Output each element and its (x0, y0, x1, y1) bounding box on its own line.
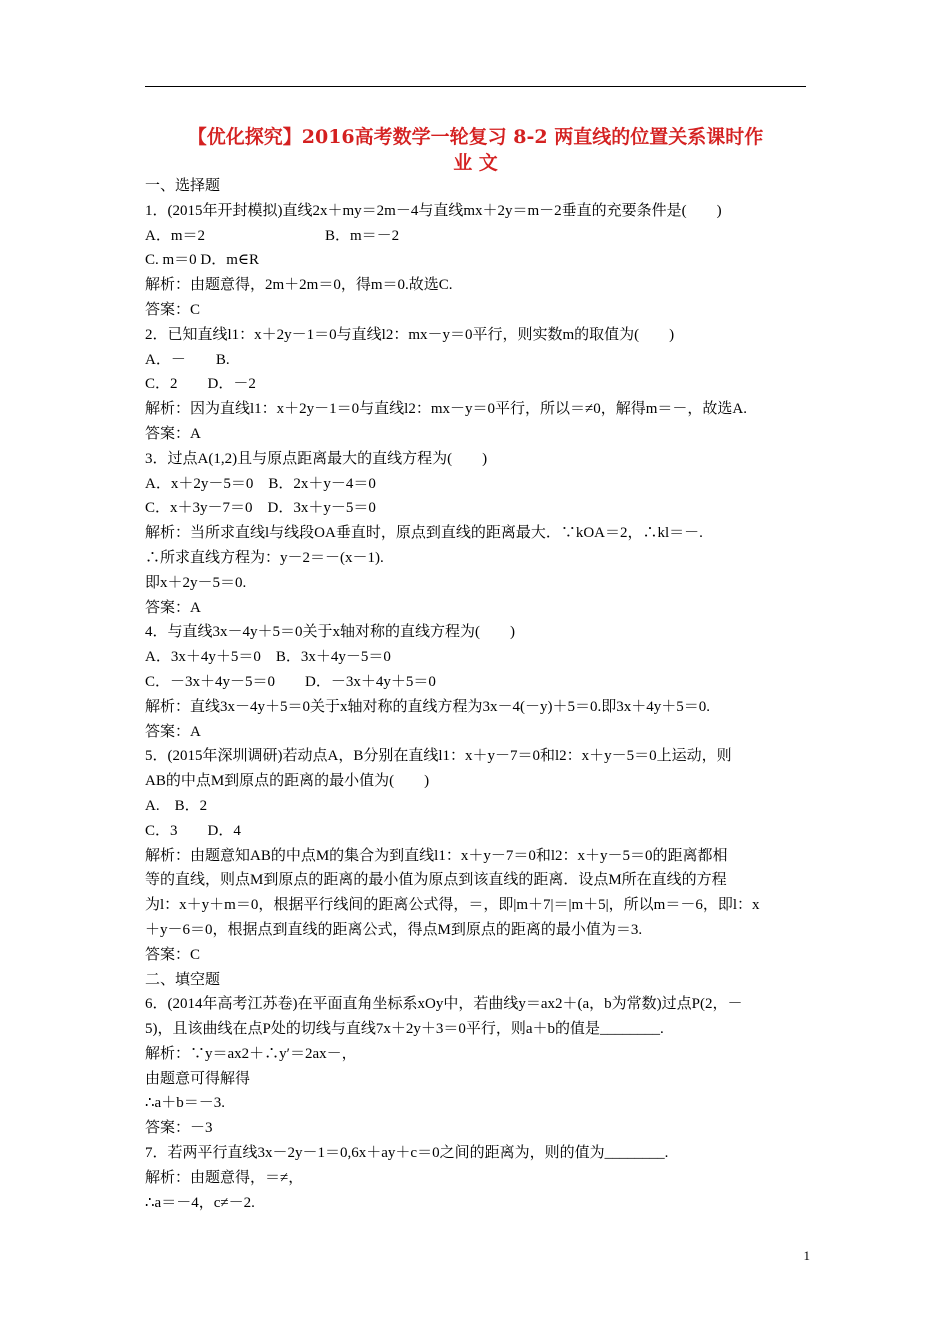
text-line: ＋y－6＝0，根据点到直线的距离公式，得点M到原点的距离的最小值为＝3. (145, 921, 643, 938)
document-title (145, 124, 806, 176)
text-line: 等的直线，则点M到原点的距离的最小值为原点到该直线的距离．设点M所在直线的方程 (145, 872, 727, 889)
text-line: 解析：当所求直线l与线段OA垂直时，原点到直线的距离最大．∵kOA＝2，∴kl＝－. (145, 525, 703, 542)
text-line: 答案：A (145, 723, 201, 740)
text-line: 答案：C (145, 301, 201, 318)
text-line: AB的中点M到原点的距离的最小值为( ) (145, 773, 430, 790)
text-line: 5)，且该曲线在点P处的切线与直线7x＋2y＋3＝0平行，则a＋b的值是________. (145, 1021, 664, 1038)
text-line: 4．与直线3x－4y＋5＝0关于x轴对称的直线方程为( ) (145, 624, 515, 641)
text-line: 解析：由题意知AB的中点M的集合为到直线l1：x＋y－7＝0和l2：x＋y－5＝0的距离都相 (145, 847, 728, 864)
text-line: 5．(2015年深圳调研)若动点A，B分别在直线l1：x＋y－7＝0和l2：x＋y－5＝0上运动，则 (145, 748, 732, 765)
text-line: 答案：C (145, 946, 201, 963)
text-line: C．x＋3y－7＝0 D．3x＋y－5＝0 (145, 500, 376, 517)
text-line: 解析：直线3x－4y＋5＝0关于x轴对称的直线方程为3x－4(－y)＋5＝0.即3x＋4y＋5＝0. (145, 698, 710, 715)
text-line: C．3 D．4 (145, 822, 241, 839)
header-rule (145, 86, 806, 87)
text-line: 一、选择题 (145, 178, 221, 194)
text-line: 1．(2015年开封模拟)直线2x＋my＝2m－4与直线mx＋2y＝m－2垂直的充要条件是( ) (145, 202, 722, 219)
text-line: 为l：x＋y＋m＝0，根据平行线间的距离公式得，＝，即|m＋7|＝|m＋5|，所以m＝－6，即l：x (145, 897, 760, 914)
text-line: C．2 D．－2 (145, 376, 256, 393)
text-line: 解析：由题意得，2m＋2m＝0，得m＝0.故选C. (145, 277, 453, 294)
text-line: C. m＝0 D．m∈R (145, 252, 260, 269)
text-line: 解析：因为直线l1：x＋2y－1＝0与直线l2：mx－y＝0平行，所以＝≠0，解得m＝－，故选A. (145, 401, 747, 418)
text-line: 6．(2014年高考江苏卷)在平面直角坐标系xOy中，若曲线y＝ax2＋(a，b为常数)过点P(2，－ (145, 996, 743, 1013)
text-line: C．－3x＋4y－5＝0 D．－3x＋4y＋5＝0 (145, 673, 436, 690)
text-line: 解析：∵y＝ax2＋∴y′＝2ax－， (145, 1045, 357, 1062)
text-line: 由题意可得解得 (145, 1070, 251, 1087)
text-line: ∴所求直线方程为：y－2＝－(x－1). (145, 549, 384, 566)
text-line: A．x＋2y－5＝0 B．2x＋y－4＝0 (145, 475, 376, 492)
text-line: 即x＋2y－5＝0. (145, 574, 247, 591)
text-line: A．m＝2 B．m＝－2 (145, 227, 400, 244)
text-line: A．－ B. (145, 351, 230, 368)
text-line: 答案：－3 (145, 1120, 213, 1137)
page-number: 1 (803, 1248, 810, 1263)
text-line: A. B．2 (145, 797, 208, 814)
text-line: ∴a＋b＝－3. (145, 1095, 225, 1112)
text-line: 二、填空题 (145, 971, 221, 988)
title-line-2: 业 文 (453, 152, 498, 174)
text-line: 答案：A (145, 599, 201, 616)
text-line: 7．若两平行直线3x－2y－1＝0,6x＋ay＋c＝0之间的距离为，则的值为________. (145, 1145, 669, 1162)
document-body (145, 174, 806, 1215)
text-line: A．3x＋4y＋5＝0 B．3x＋4y－5＝0 (145, 649, 391, 666)
text-line: 解析：由题意得，＝≠， (145, 1169, 304, 1186)
text-line: 3．过点A(1,2)且与原点距离最大的直线方程为( ) (145, 450, 488, 467)
text-line: 2．已知直线l1：x＋2y－1＝0与直线l2：mx－y＝0平行，则实数m的取值为( ) (145, 326, 675, 343)
title-line-1: 【优化探究】2016高考数学一轮复习 8-2 两直线的位置关系课时作 (187, 126, 764, 148)
text-line: ∴a＝－4，c≠－2. (145, 1194, 255, 1211)
text-line: 答案：A (145, 425, 201, 442)
